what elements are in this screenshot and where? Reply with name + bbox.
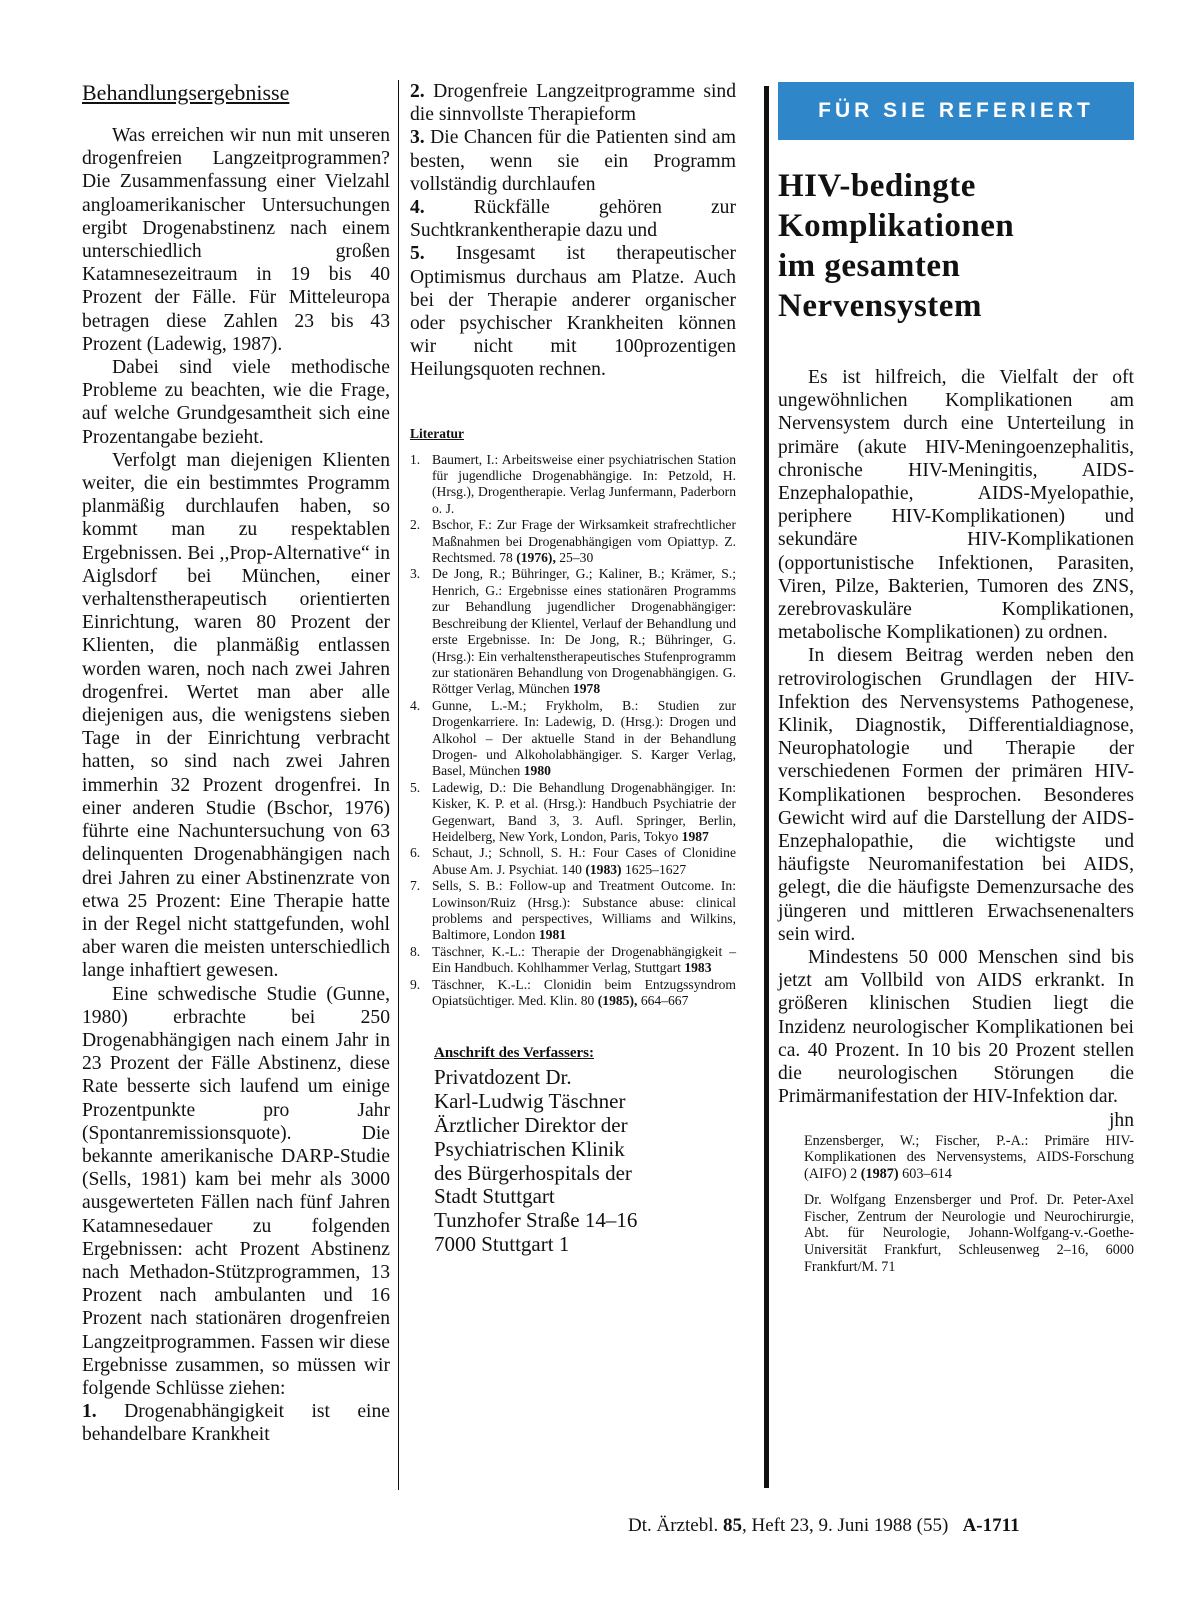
paragraph: In diesem Beitrag werden neben den retrovirologischen Grundlagen der HIV-Infektion des Nervensystems Pathogenese, Klinik, Diagnostik, Differentialdiagnose, Neurophatologie und Therapie der verschiedenen Formen der primären HIV-Komplikationen besprochen. Besonderes Gewicht wird auf die Darstellung der AIDS-Enzephalopathie, die wichtigste und häufigste Neuromanifestation bei AIDS, gelegt, die die häufigste Demenzursache des jüngeren und mittleren Erwachsenenalters sein wird. [778,645,1134,945]
literature-text: Gunne, L.-M.; Frykholm, B.: Studien zur Drogenkarriere. In: Ladewig, D. (Hrsg.): Drogen und Alkohol – Der aktuelle Stand in der Behandlung Drogen- und Alkoholabhängiger. S. Karger Verlag, Basel, München [432,697,736,779]
literature-text: Täschner, K.-L.: Therapie der Drogenabhängigkeit – Ein Handbuch. Kohlhammer Verlag, Stuttgart [432,943,736,976]
conclusion-point [82,1400,390,1446]
address-line: des Bürgerhospitals der [434,1160,632,1185]
title-line: Nervensystem [778,288,982,324]
point-number: 3. [410,127,425,149]
literature-year: 1978 [572,681,601,697]
point-text: Drogenfreie Langzeitprogramme sind die sinnvollste Therapieform [410,81,736,126]
literature-item [410,878,736,944]
literature-number: 8. [410,943,421,959]
literature-text: Schaut, J.; Schnoll, S. H.: Four Cases of Clonidine Abuse Am. J. Psychiat. 140 [432,845,736,877]
address-line: Ärztlicher Direktor der [434,1113,628,1138]
point-number: 2. [410,81,425,102]
literature-year: (1976), [516,550,556,566]
point-text: Rückfälle gehören zur Suchtkrankentherapie dazu und [410,197,736,242]
paragraph-text: Mindestens 50 000 Menschen sind bis jetzt am Vollbild von AIDS erkrankt. In größeren klinischen Studien liegt die Inzidenz neurologischer Komplikationen bei ca. 40 Prozent. In 10 bis 20 Prozent stellen die neurologischen Störungen die Primärmanifestation der HIV-Infektion dar. [778,947,1134,1108]
literature-year: (1985), [597,993,638,1009]
reference-year: (1987) [860,1165,899,1182]
reference-authors: Dr. Wolfgang Enzensberger und Prof. Dr. Peter-Axel Fischer, Zentrum der Neurologie und Neurochirurgie, Abt. für Neurologie, Johann-Wolfgang-v.-Goethe-Universität Frankfurt, Schleusenweg 2–16, 6000 Frankfurt/M. 71 [804,1192,1134,1275]
literature-number: 1. [410,451,421,467]
literature-number: 7. [410,878,421,894]
literature-year: (1983) [585,861,622,877]
literature-item [410,780,736,846]
literature-number: 4. [410,697,421,713]
col1-body [82,124,390,1447]
reference-citation [804,1133,1134,1183]
section-banner: FÜR SIE REFERIERT [778,82,1134,140]
literature-pages: 1625–1627 [624,861,687,877]
reference-pages: 603–614 [902,1165,952,1182]
point-number: 5. [410,243,425,265]
literature-number: 5. [410,779,421,795]
column-1 [82,80,390,1447]
address-line: Tunzhofer Straße 14–16 [434,1208,638,1233]
column-divider-rule [398,80,399,1490]
conclusion-point [410,196,736,242]
literature-text: Ladewig, D.: Die Behandlung Drogenabhängiger. In: Kisker, K. P. et al. (Hrsg.): Handbuch Psychiatrie der Gegenwart, Band 3, 3. Aufl. Springer, Berlin, Heidelberg, New York, London, Paris, Tokyo [432,779,736,844]
literature-pages: 664–667 [640,993,689,1009]
point-number: 4. [410,197,425,219]
title-line: Komplikationen [778,208,1015,244]
point-text: Insgesamt ist therapeutischer Optimismus durchaus am Platze. Auch bei der Therapie anderer organischer oder psychischer Krankheiten können wir nicht mit 100prozentigen Heilungsquoten rechnen. [410,243,736,381]
address-line: Stadt Stuttgart [434,1184,555,1209]
section-divider-bar [764,86,769,1488]
issue-info: , Heft 23, 9. Juni 1988 (55) [741,1515,949,1536]
paragraph: Verfolgt man diejenigen Klienten weiter, die ein bestimmtes Programm planmäßig durchlaufen haben, so kommt man zu respektablen Ergebnissen. Bei ,,Prop-Alternative“ in Aiglsdorf bei München, einer verhaltenstherapeutisch orientierten Einrichtung, waren 80 Prozent der Klienten, die planmäßig entlassen worden waren, noch nach zwei Jahren drogenfrei. Wertet man aber alle diejenigen aus, die wenigstens sieben Tage in der Einrichtung verbracht hatten, so sind nach zwei Jahren immerhin 32 Prozent drogenfrei. In einer anderen Studie (Bschor, 1976) führte eine Nachuntersuchung von 63 delinquenten Drogenabhängigen nach drei Jahren zu einer Abstinenzrate von etwa 25 Prozent: Eine Therapie hatte in der Regel nicht stattgefunden, wohl aber waren die meisten unterschiedlich lange inhaftiert gewesen. [82,449,390,982]
paragraph: Dabei sind viele methodische Probleme zu beachten, wie die Frage, auf welche Grundgesamtheit sich eine Prozentangabe bezieht. [82,357,390,448]
literature-year: 1987 [681,828,709,844]
literature-number: 2. [410,517,421,533]
literature-year: 1983 [684,960,712,976]
point-text: Drogenabhängigkeit ist eine behandelbare Krankheit [82,1401,390,1446]
literature-text: Täschner, K.-L.: Clonidin beim Entzugssyndrom Opiatsüchtiger. Med. Klin. 80 [432,976,736,1009]
section-heading: Behandlungsergebnisse [82,80,290,105]
literature-text: De Jong, R.; Bühringer, G.; Kaliner, B.; Krämer, S.; Henrich, G.: Ergebnisse eines stationären Programms zur Behandlung jugendlicher Drogenabhängiger: Beschreibung der Klientel, Verlauf der Behandlung und erste Ergebnisse. In: De Jong, R.; Bühringer, G. (Hrsg.): Ein verhaltenstherapeutisches Stufenprogramm zur stationären Behandlung von Drogenabhängigen. G. Röttger Verlag, München [432,566,736,697]
literature-item [410,944,736,977]
reference-text: Enzensberger, W.; Fischer, P.-A.: Primäre HIV-Komplikationen des Nervensystems, AIDS-Forschung (AIFO) 2 [804,1132,1134,1182]
literature-text: Sells, S. B.: Follow-up and Treatment Outcome. In: Lowinson/Ruiz (Hrsg.): Substance abuse: clinical problems and perspectives, Williams and Wilkins, Baltimore, London [432,878,736,943]
conclusion-points [410,80,736,382]
journal-volume: 85 [722,1515,742,1536]
point-number: 1. [82,1401,97,1423]
address-line: Karl-Ludwig Täschner [434,1089,626,1114]
author-signature: jhn [1108,1109,1134,1131]
literature-number: 6. [410,845,421,861]
literature-number: 9. [410,976,421,992]
literature-year: 1980 [523,763,551,779]
paragraph: Es ist hilfreich, die Vielfalt der oft ungewöhnlichen Komplikationen am Nervensystem durch eine Unterteilung in primäre (akute HIV-Meningoenzephalitis, chronische HIV-Meningitis, AIDS-Enzephalopathie, AIDS-Myelopathie, periphere HIV-Komplikationen) und sekundäre HIV-Komplikationen (opportunistische Infektionen, Parasiten, Viren, Pilze, Bakterien, Tumoren des ZNS, zerebrovaskuläre Komplikationen, metabolische Komplikationen) zu ordnen. [778,367,1134,644]
column-2 [410,80,736,1257]
literature-item [410,517,736,566]
article-body [778,366,1134,1131]
literature-item [410,845,736,878]
conclusion-point [410,242,736,381]
paragraph [778,946,1134,1131]
literature-year: 1981 [538,927,567,943]
author-address [434,1066,736,1256]
literature-number: 3. [410,566,421,582]
page-number: A-1711 [962,1515,1020,1536]
journal-name: Dt. Ärztebl. [628,1515,719,1536]
literature-text: Bschor, F.: Zur Frage der Wirksamkeit strafrechtlicher Maßnahmen bei Drogenabhängigen vom Opiattyp. Z. Rechtsmed. 78 [432,517,736,566]
paragraph: Was erreichen wir nun mit unseren drogenfreien Langzeitprogrammen? Die Zusammenfassung einer Vielzahl angloamerikanischer Untersuchungen ergibt Drogenabstinenz nach einem unterschiedlich großen Katamnesezeitraum in 19 bis 40 Prozent der Fälle. Für Mitteleuropa betragen diese Zahlen 23 bis 43 Prozent (Ladewig, 1987). [82,125,390,355]
paragraph: Eine schwedische Studie (Gunne, 1980) erbrachte bei 250 Drogenabhängigen nach einem Jahr in 23 Prozent der Fälle Abstinenz, diese Rate besserte sich laufend um einige Prozentpunkte pro Jahr (Spontanremissionsquote). Die bekannte amerikanische DARP-Studie (Sells, 1981) kam bei mehr als 3000 ausgewerteten Fällen nach fünf Jahren Katamnesedauer zu folgenden Ergebnissen: acht Prozent Abstinenz nach Methadon-Stützprogrammen, 13 Prozent nach ambulanten und 16 Prozent nach stationären drogenfreien Langzeitprogrammen. Fassen wir diese Ergebnisse zusammen, so müssen wir folgende Schlüsse ziehen: [82,983,390,1399]
address-line: Psychiatrischen Klinik [434,1136,625,1161]
literature-pages: 25–30 [559,550,594,566]
literature-item [410,977,736,1010]
literature-list [410,452,736,1010]
literature-item [410,452,736,518]
article-title [778,166,1134,326]
article-reference [804,1133,1134,1276]
address-line: 7000 Stuttgart 1 [434,1232,570,1257]
address-line: Privatdozent Dr. [434,1065,572,1090]
literature-text: Baumert, I.: Arbeitsweise einer psychiatrischen Station für jugendliche Drogenabhängige. In: Petzold, H. (Hrsg.), Drogentherapie. Verlag Junfermann, Paderborn o. J. [432,451,736,516]
column-3 [778,80,1134,1285]
title-line: HIV-bedingte [778,168,976,204]
conclusion-point [410,126,736,196]
literature-item [410,698,736,780]
literature-item [410,566,736,697]
literature-heading: Literatur [410,425,464,441]
page-footer [628,1515,1020,1537]
title-line: im gesamten [778,248,961,284]
conclusion-point [410,80,736,126]
address-heading: Anschrift des Verfassers: [434,1045,594,1062]
point-text: Die Chancen für die Patienten sind am besten, wenn sie ein Programm vollständig durchlaufen [410,127,736,195]
